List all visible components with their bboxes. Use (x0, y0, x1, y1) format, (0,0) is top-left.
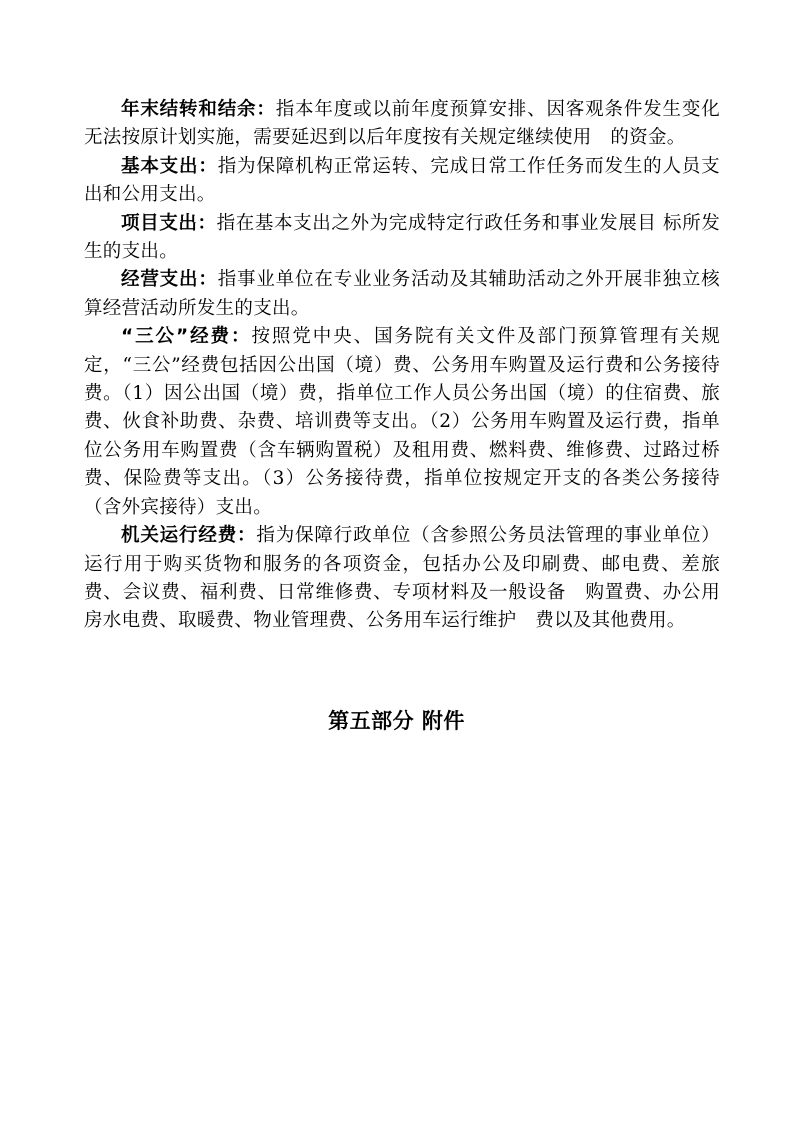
definition-operating-expenditure (84, 266, 720, 323)
definition-term: 年末结转和结余： (121, 99, 276, 120)
document-body (84, 96, 720, 636)
definition-project-expenditure (84, 210, 720, 267)
definition-term: 基本支出： (121, 155, 218, 177)
definition-text: 指为保障行政单位（含参照公务员法管理的事业单位）运行用于购买货物和服务的各项资金，包括办公及印刷费、邮电费、差旅费、会议费、福利费、日常维修费、专项材料及一般设备 购置费、办公用房水电费、取暖费、物业管理费、公务用车运行维护 费以及其他费用。 (84, 525, 721, 632)
section-heading: 第五部分 附件 (328, 709, 465, 733)
definition-year-end-carryover (84, 96, 720, 153)
definition-term: “三公”经费： (121, 326, 252, 348)
definition-text: 指在基本支出之外为完成特定行政任务和事业发展目 标所发生的支出。 (84, 212, 720, 263)
definition-agency-operating-funds (84, 522, 720, 636)
definition-text: 指本年度或以前年度预算安排、因客观条件发生变化无法按原计划实施，需要延迟到以后年度按有关规定继续使用 的资金。 (84, 99, 720, 149)
definition-text: 指事业单位在专业业务活动及其辅助活动之外开展非独立核算经营活动所发生的支出。 (84, 269, 720, 319)
definition-three-public-funds (84, 323, 720, 522)
definition-term: 机关运行经费： (121, 525, 257, 547)
definition-text: 按照党中央、国务院有关文件及部门预算管理有关规定，“三公”经费包括因公出国（境）费、公务用车购置及运行费和公务接待费。（1）因公出国（境）费，指单位工作人员公务出国（境）的住宿费、旅费、伙食补助费、杂费、培训费等支出。（2）公务用车购置及运行费，指单位公务用车购置费（含车辆购置税）及租用费、燃料费、维修费、过路过桥费、保险费等支出。（3）公务接待费，指单位按规定开支的各类公务接待（含外宾接待）支出。 (84, 326, 721, 518)
definition-term: 经营支出： (121, 269, 218, 291)
definition-text: 指为保障机构正常运转、完成日常工作任务而发生的人员支出和公用支出。 (84, 155, 720, 206)
definition-term: 项目支出： (121, 212, 217, 234)
definition-basic-expenditure (84, 153, 720, 210)
